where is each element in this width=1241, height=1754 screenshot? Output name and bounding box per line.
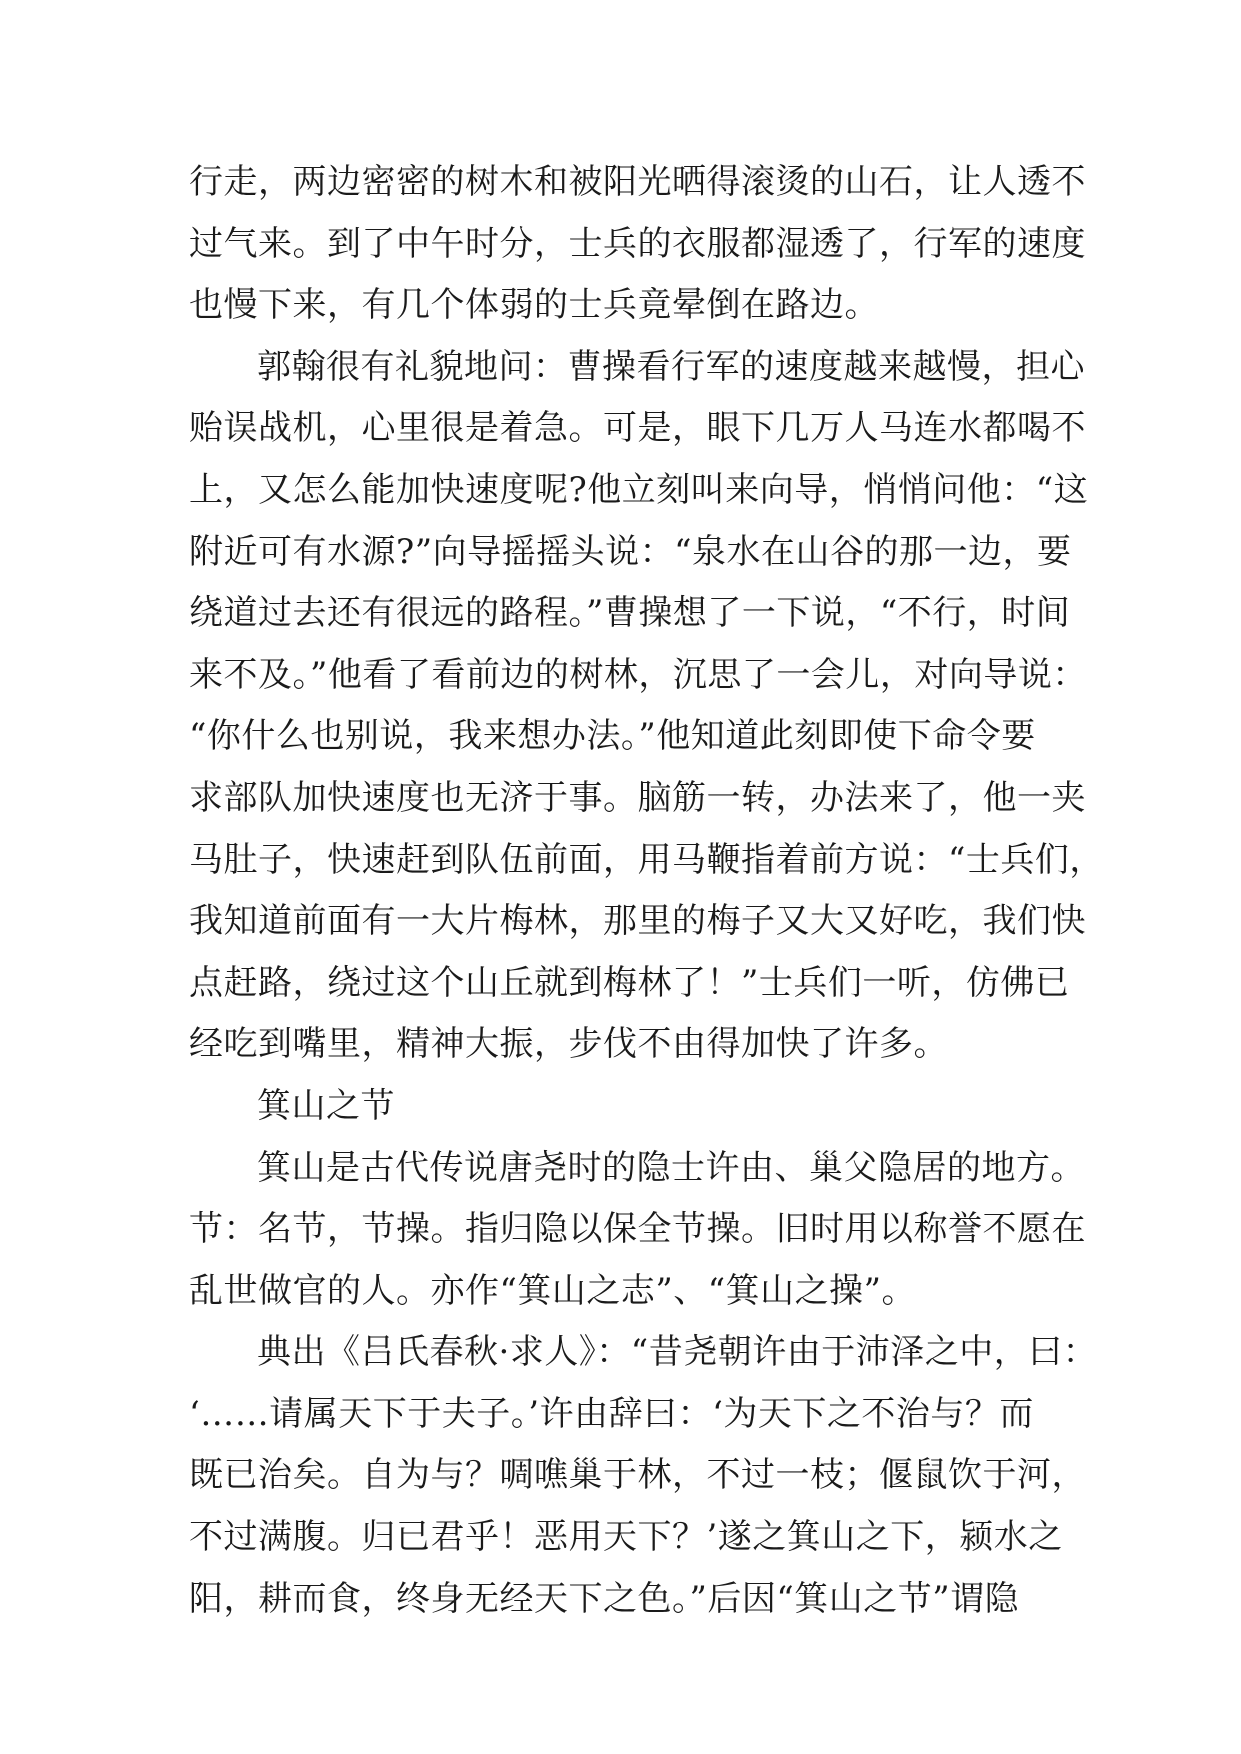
text-line: 马肚子，快速赶到队伍前面，用马鞭指着前方说：“士兵们， [189,839,1104,880]
text-line: 来不及。”他看了看前边的树林，沉思了一会儿，对向导说： [189,654,1087,695]
text-line: 过气来。到了中午时分，士兵的衣服都湿透了，行军的速度 [189,223,1086,264]
text-line: 求部队加快速度也无济于事。脑筋一转，办法来了，他一夹 [189,777,1086,818]
text-line: 经吃到嘴里，精神大振，步伐不由得加快了许多。 [189,1024,948,1065]
section-heading: 箕山之节 [257,1085,395,1126]
text-line: 乱世做官的人。亦作“箕山之志”、“箕山之操”。 [189,1270,917,1311]
text-line: 也慢下来，有几个体弱的士兵竟晕倒在路边。 [189,285,879,326]
paragraph-start-line: 箕山是古代传说唐尧时的隐士许由、巢父隐居的地方。 [257,1147,1085,1188]
text-line: 点赶路，绕过这个山丘就到梅林了！”士兵们一听，仿佛已 [189,962,1070,1003]
paragraph-start-line: 郭翰很有礼貌地问：曹操看行军的速度越来越慢，担心 [257,346,1085,387]
text-line: “你什么也别说，我来想办法。”他知道此刻即使下命令要 [189,716,1036,757]
text-line: 行走，两边密密的树木和被阳光晒得滚烫的山石，让人透不 [189,162,1086,202]
text-line: ‘……请属天下于夫子。’许由辞曰：‘为天下之不治与？而 [189,1393,1034,1434]
text-line: 贻误战机，心里很是着急。可是，眼下几万人马连水都喝不 [189,408,1086,449]
text-line: 既已治矣。自为与？啁噍巢于林，不过一枝；偃鼠饮于河， [189,1455,1086,1496]
paragraph-start-line: 典出《吕氏春秋·求人》：“昔尧朝许由于沛泽之中，曰： [257,1332,1098,1373]
text-line: 节：名节，节操。指归隐以保全节操。旧时用以称誉不愿在 [189,1209,1086,1250]
text-line: 不过满腹。归已君乎！恶用天下？’遂之箕山之下，颍水之 [189,1517,1063,1558]
text-line: 附近可有水源?”向导摇摇头说：“泉水在山谷的那一边，要 [189,531,1072,572]
text-line: 我知道前面有一大片梅林，那里的梅子又大又好吃，我们快 [189,901,1086,942]
text-line: 阳，耕而食，终身无经天下之色。”后因“箕山之节”谓隐 [189,1578,1020,1619]
text-line: 上，又怎么能加快速度呢?他立刻叫来向导，悄悄问他：“这 [189,469,1089,510]
text-line: 绕道过去还有很远的路程。”曹操想了一下说，“不行，时间 [189,593,1071,634]
body-text [189,152,1104,1630]
